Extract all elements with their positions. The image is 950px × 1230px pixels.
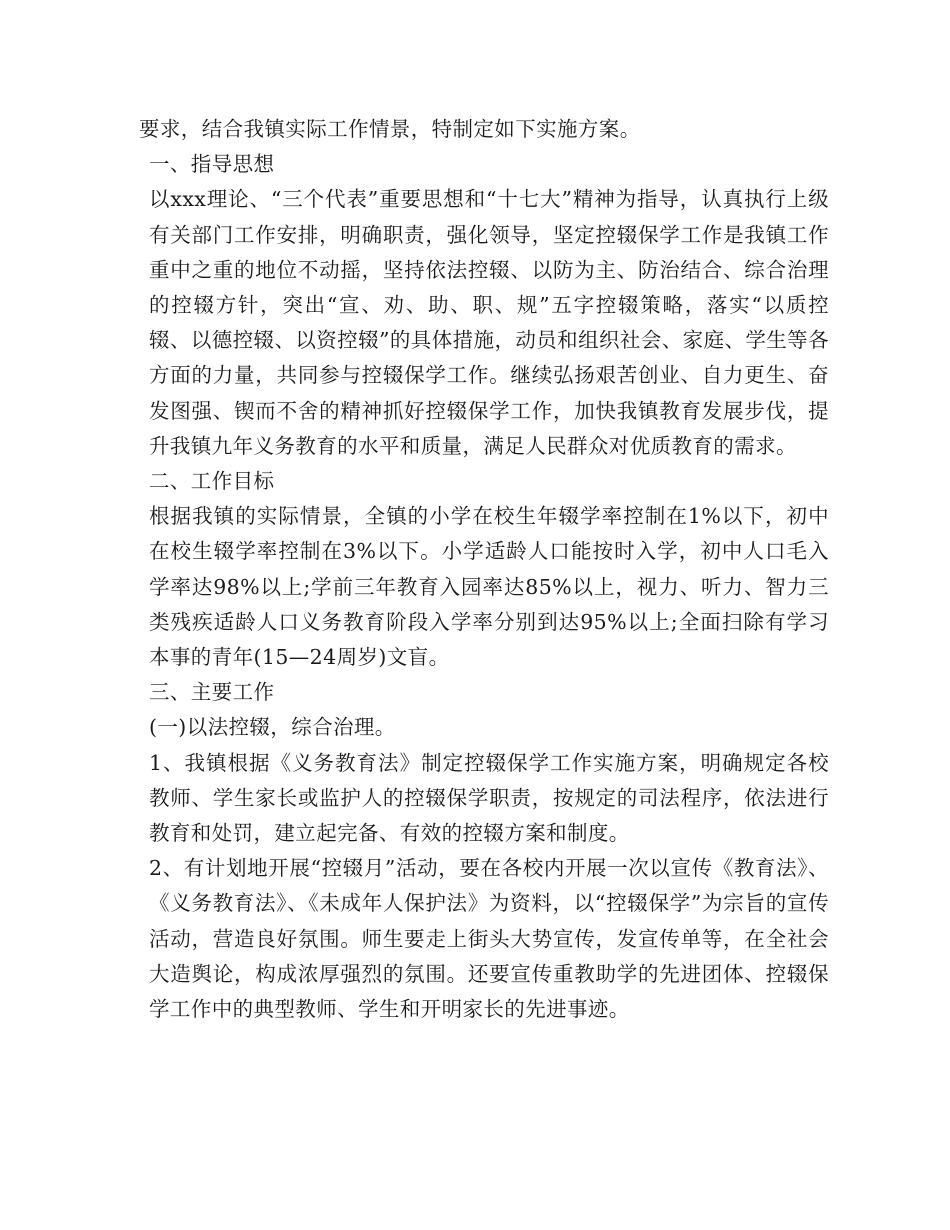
paragraph-guiding-ideology: 以xxx理论、“三个代表”重要思想和“十七大”精神为指导，认真执行上级有关部门工作安排，明确职责，强化领导，坚定控辍保学工作是我镇工作重中之重的地位不动摇，坚持依法控辍、以防为主、防治结合、综合治理的控辍方针，突出“宣、劝、助、职、规”五字控辍策略，落实“以质控辍、以德控辍、以资控辍”的具体措施，动员和组织社会、家庭、学生等各方面的力量，共同参与控辍保学工作。继续弘扬艰苦创业、自力更生、奋发图强、锲而不舍的精神抓好控辍保学工作，加快我镇教育发展步伐，提升我镇九年义务教育的水平和质量，满足人民群众对优质教育的需求。: [149, 187, 829, 458]
document-body: [139, 112, 829, 1027]
subheading-law-control: (一)以法控辍，综合治理。: [149, 715, 396, 740]
heading-main-work: 三、主要工作: [149, 680, 275, 705]
paragraph-item-2: 2、有计划地开展“控辍月”活动，要在各校内开展一次以宣传《教育法》、《义务教育法》、《未成年人保护法》为资料，以“控辍保学”为宗旨的宣传活动，营造良好氛围。师生要走上街头大势宣传，发宣传单等，在全社会大造舆论，构成浓厚强烈的氛围。还要宣传重教助学的先进团体、控辍保学工作中的典型教师、学生和开明家长的先进事迹。: [149, 856, 829, 1022]
paragraph-work-goals: 根据我镇的实际情景，全镇的小学在校生年辍学率控制在1%以下，初中在校生辍学率控制在3%以下。小学适龄人口能按时入学，初中人口毛入学率达98%以上;学前三年教育入园率达85%以上，视力、听力、智力三类残疾适龄人口义务教育阶段入学率分别到达95%以上;全面扫除有学习本事的青年(15—24周岁)文盲。: [149, 504, 829, 670]
paragraph-item-1: 1、我镇根据《义务教育法》制定控辍保学工作实施方案，明确规定各校教师、学生家长或监护人的控辍保学职责，按规定的司法程序，依法进行教育和处罚，建立起完备、有效的控辍方案和制度。: [149, 750, 829, 846]
paragraph-intro: 要求，结合我镇实际工作情景，特制定如下实施方案。: [139, 117, 641, 141]
heading-guiding-ideology: 一、指导思想: [149, 152, 275, 177]
heading-work-goals: 二、工作目标: [149, 469, 275, 494]
